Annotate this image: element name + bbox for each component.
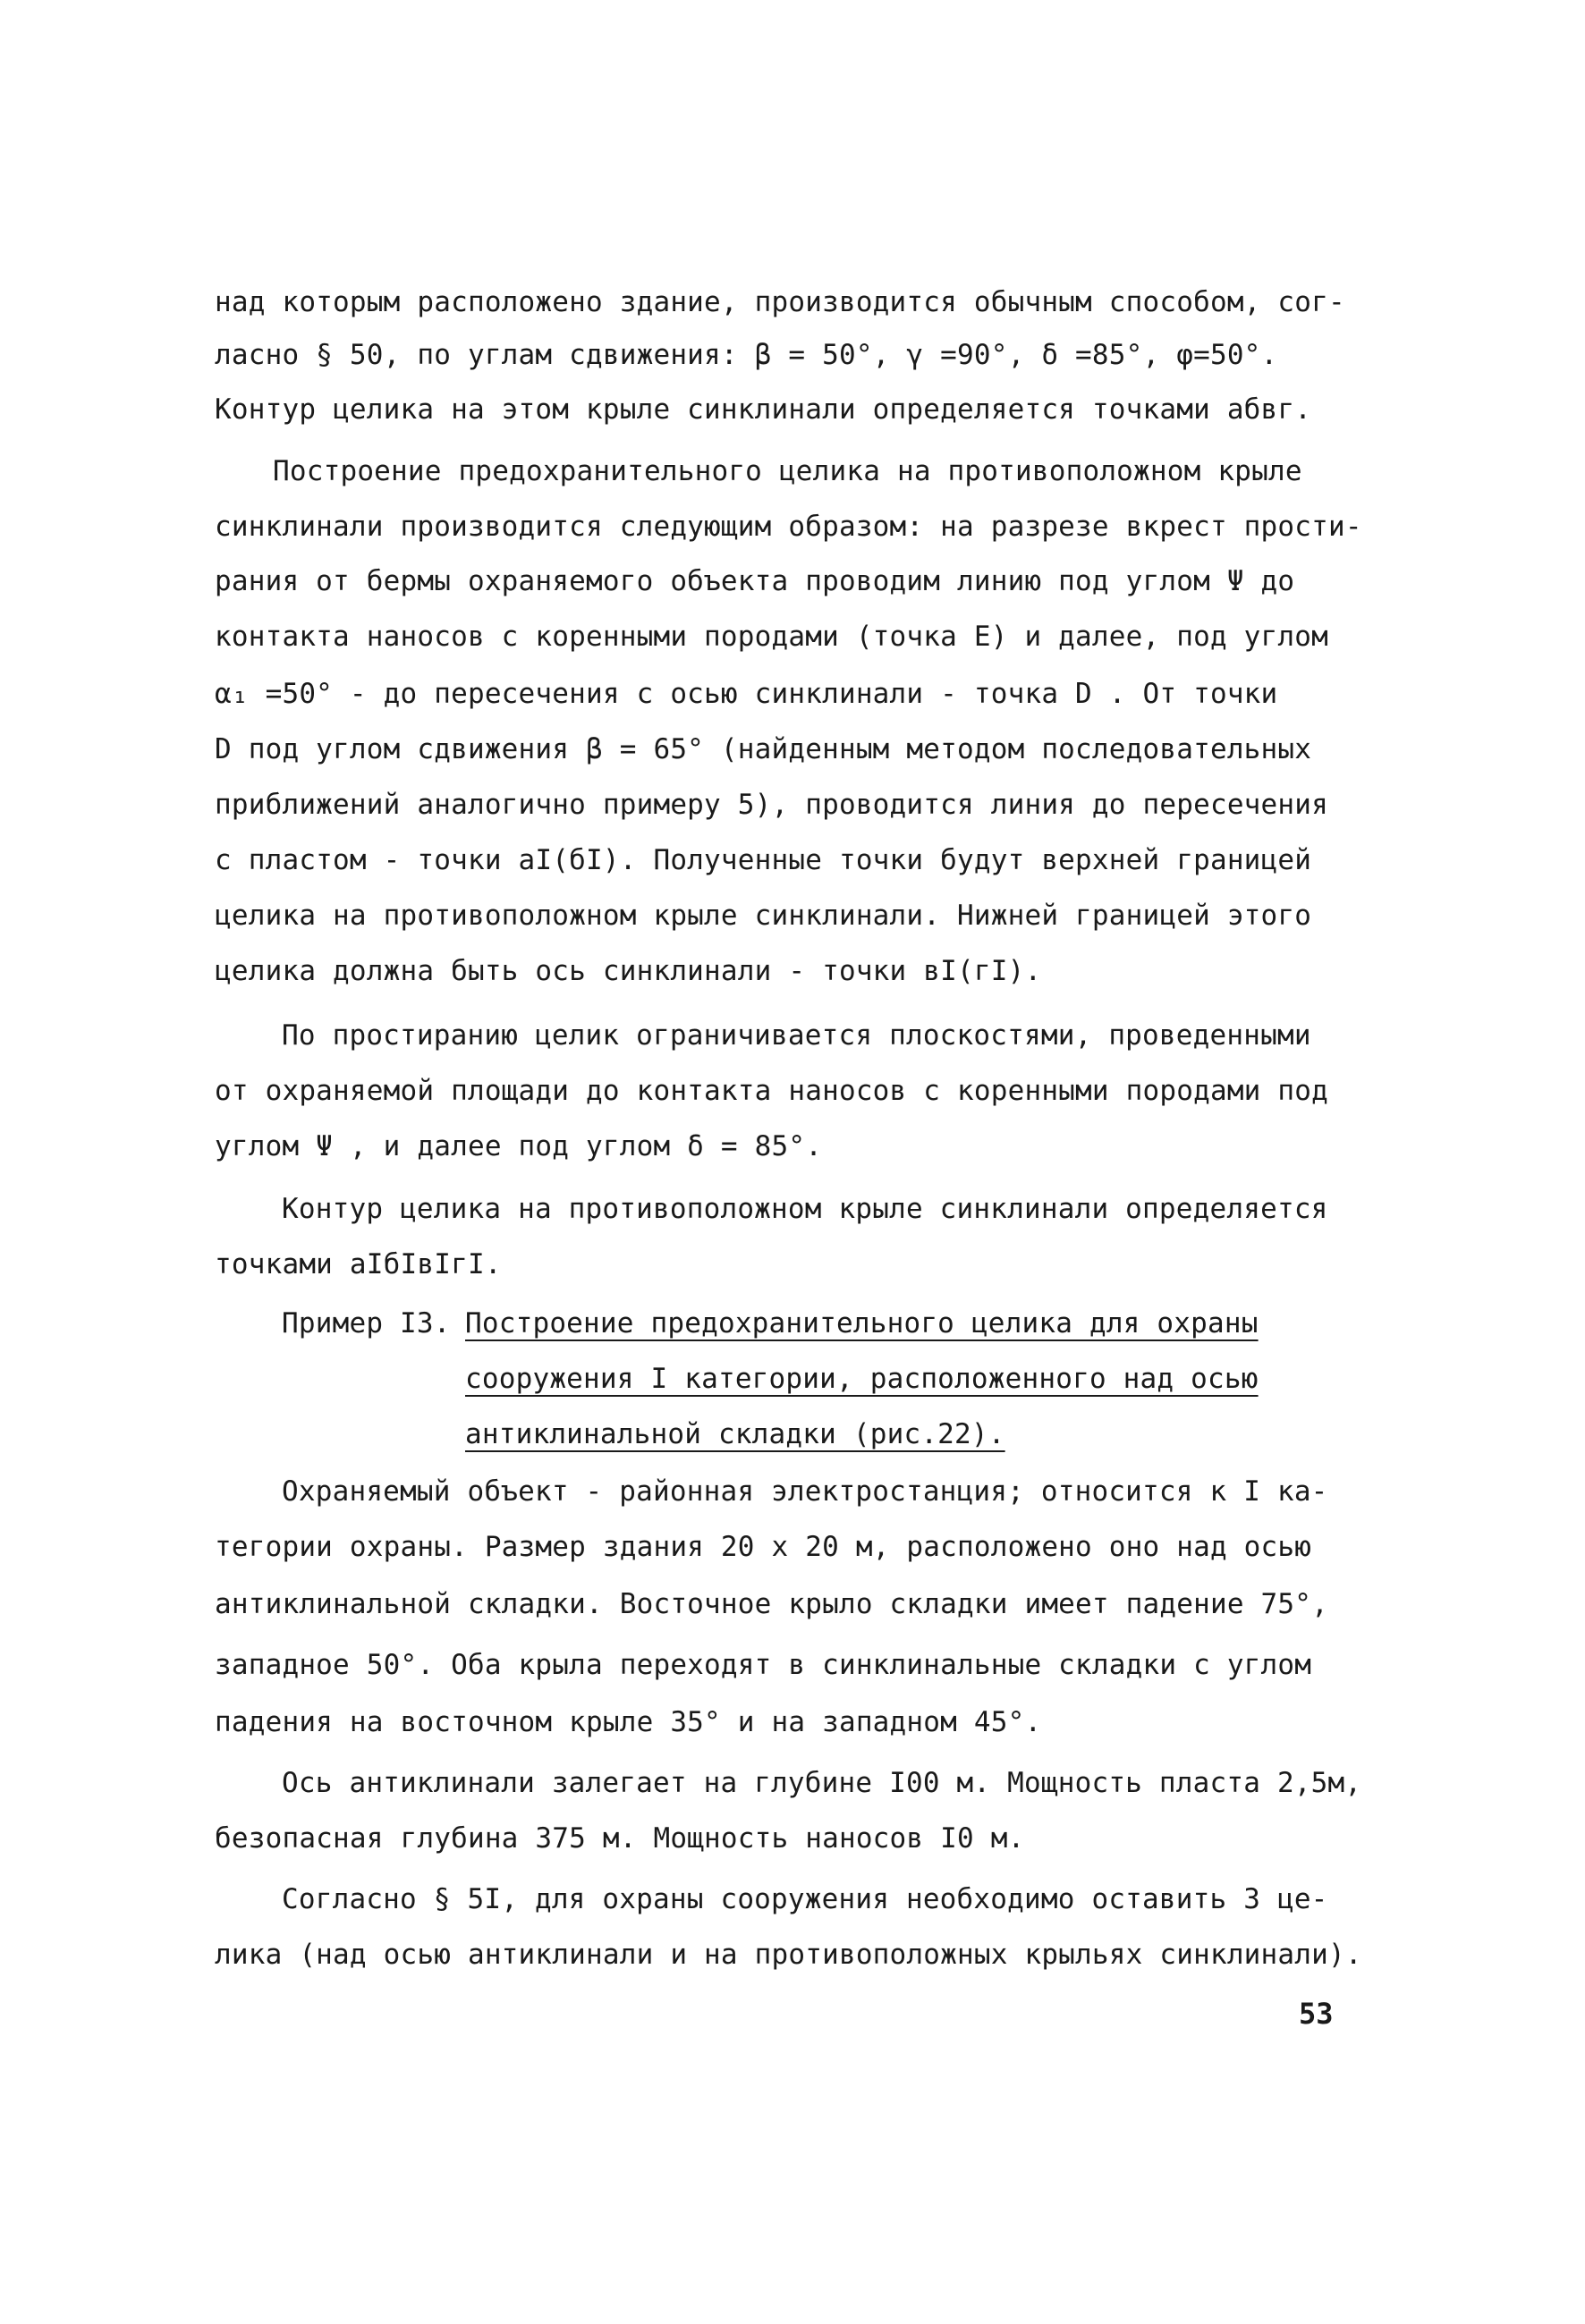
text-line-18: точками aIбIвIгI.: [215, 1248, 502, 1280]
example-title-line-1: Построение предохранительного целика для охраны: [465, 1307, 1259, 1339]
text-line-4: Построение предохранительного целика на противоположном крыле: [273, 455, 1302, 487]
example-title-line-2: сооружения I категории, расположенного над осью: [465, 1363, 1259, 1395]
example-label: Пример I3.: [282, 1307, 451, 1339]
text-line-14: По простиранию целик ограничивается плоскостями, проведенными: [282, 1019, 1311, 1052]
page-number: 53: [1299, 1997, 1334, 2031]
text-line-10: приближений аналогично примеру 5), проводится линия до пересечения: [215, 789, 1328, 821]
text-line-11: с пластом - точки aI(бI). Полученные точки будут верхней границей: [215, 844, 1312, 876]
text-line-2: ласно § 50, по углам сдвижения: β = 50°, γ =90°, δ =85°, φ=50°.: [215, 339, 1278, 371]
text-line-26: западное 50°. Оба крыла переходят в синклинальные складки с углом: [215, 1649, 1312, 1681]
text-line-24: тегории охраны. Размер здания 20 х 20 м, расположено оно над осью: [215, 1531, 1312, 1563]
text-line-23: Охраняемый объект - районная электростанция; относится к I ка-: [282, 1475, 1328, 1508]
text-line-27: падения на восточном крыле 35° и на западном 45°.: [215, 1706, 1042, 1738]
text-line-16: углом Ψ , и далее под углом δ = 85°.: [215, 1130, 823, 1162]
text-line-15: от охраняемой площади до контакта наносов с коренными породами под: [215, 1075, 1328, 1107]
text-line-13: целика должна быть ось синклинали - точки вI(гI).: [215, 955, 1042, 987]
example-title-line-3: антиклинальной складки (рис.22).: [465, 1418, 1005, 1450]
text-line-6: рания от бермы охраняемого объекта проводим линию под углом Ψ до: [215, 565, 1295, 597]
text-line-25: антиклинальной складки. Восточное крыло складки имеет падение 75°,: [215, 1588, 1328, 1620]
text-line-29: безопасная глубина 375 м. Мощность наносов I0 м.: [215, 1822, 1025, 1855]
text-line-8: α₁ =50° - до пересечения с осью синклинали - точка D . От точки: [215, 678, 1278, 710]
text-line-31: лика (над осью антиклинали и на противоположных крыльях синклинали).: [215, 1939, 1362, 1971]
text-line-17: Контур целика на противоположном крыле синклинали определяется: [282, 1193, 1328, 1225]
text-line-28: Ось антиклинали залегает на глубине I00 м. Мощность пласта 2,5м,: [282, 1767, 1362, 1799]
text-line-1: над которым расположено здание, производится обычным способом, сог-: [215, 286, 1345, 318]
text-line-30: Согласно § 5I, для охраны сооружения необходимо оставить 3 це-: [282, 1883, 1328, 1915]
text-line-9: D под углом сдвижения β = 65° (найденным методом последовательных: [215, 733, 1312, 765]
text-line-12: целика на противоположном крыле синклинали. Нижней границей этого: [215, 900, 1312, 932]
text-line-3: Контур целика на этом крыле синклинали определяется точками абвг.: [215, 393, 1312, 426]
text-line-7: контакта наносов с коренными породами (точка Е) и далее, под углом: [215, 621, 1328, 653]
text-line-5: синклинали производится следующим образом: на разрезе вкрест прости-: [215, 511, 1362, 543]
